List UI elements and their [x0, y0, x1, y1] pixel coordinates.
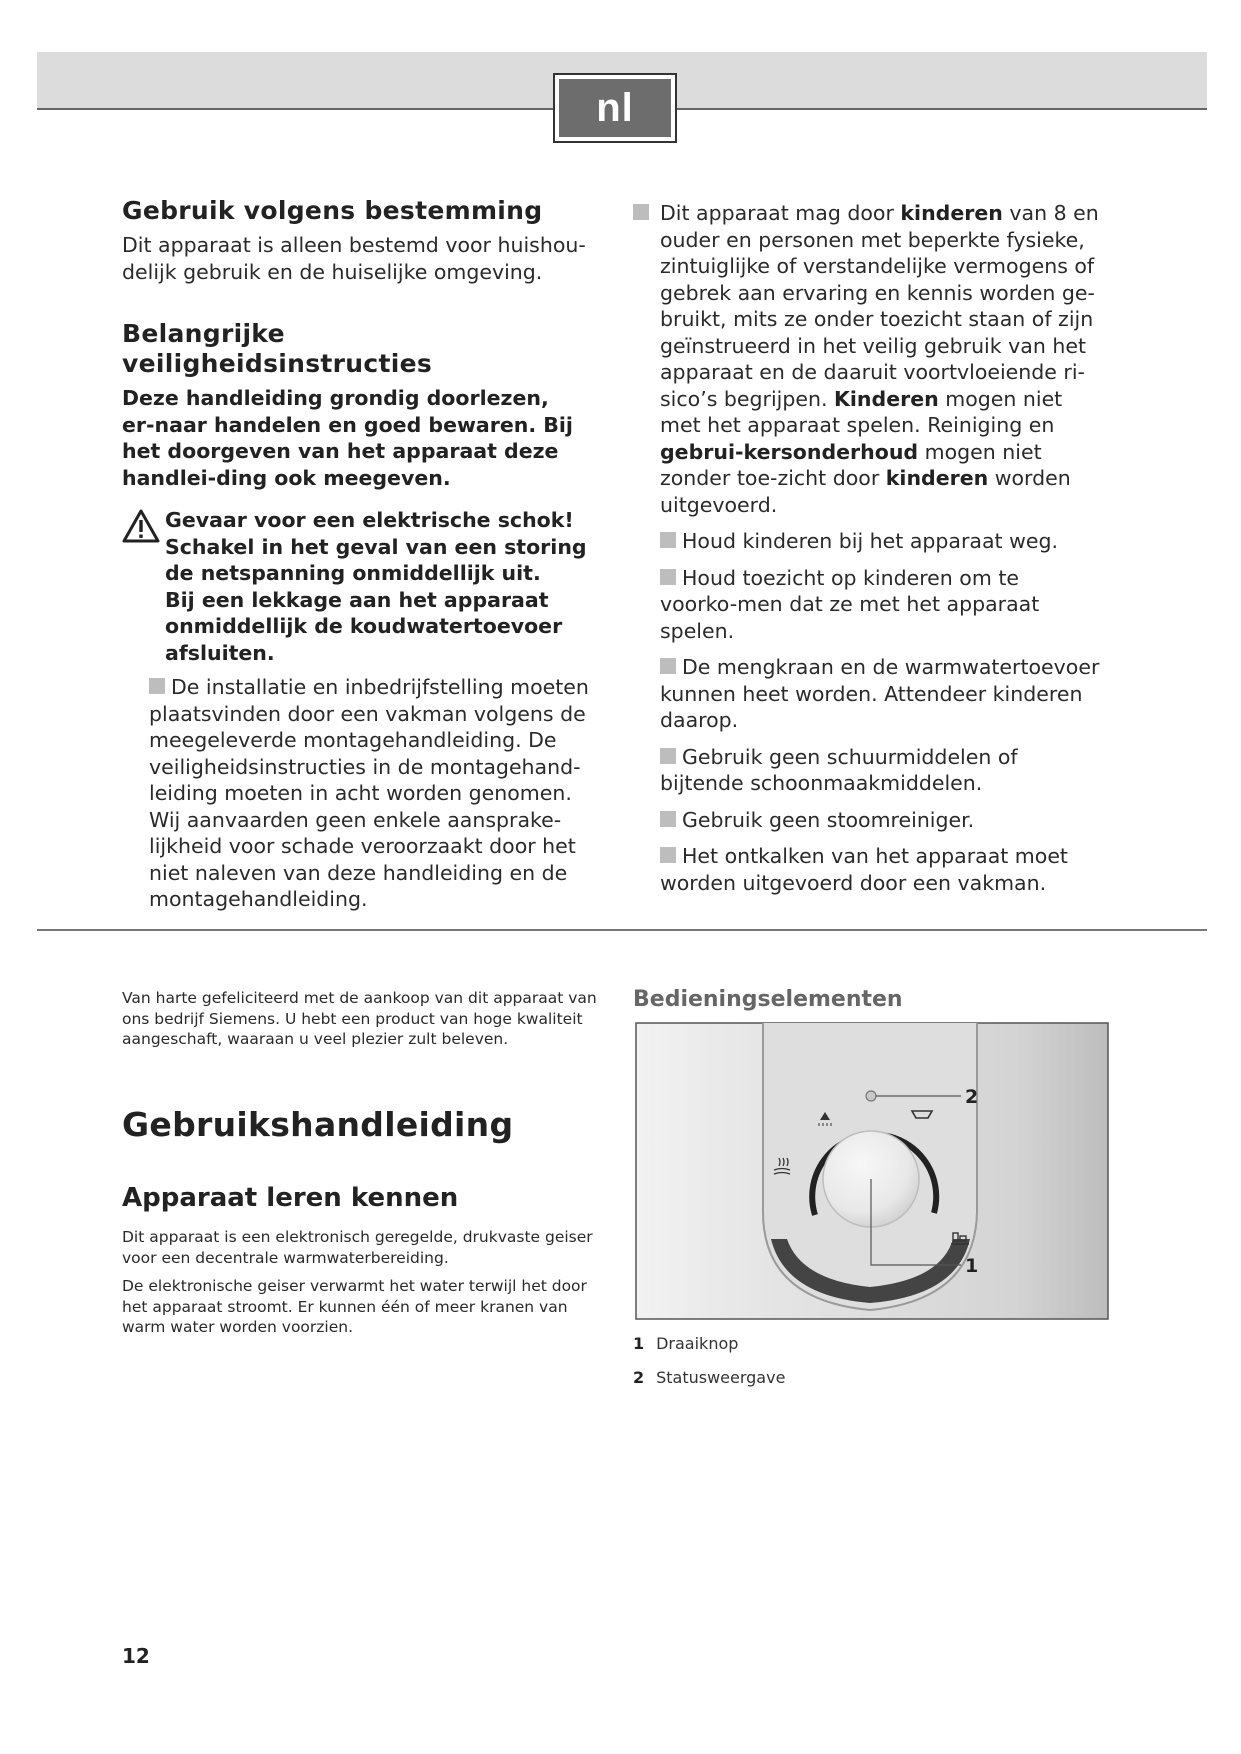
section-divider — [37, 929, 1207, 931]
description-paragraph: Dit apparaat is een elektronisch geregelde, drukvaste geiser voor een decentrale warmwaterbereiding. — [122, 1228, 593, 1267]
diagram-legend — [633, 1334, 785, 1402]
installation-text: De installatie en inbedrijfstelling moeten plaatsvinden door een vakman volgens de meegeleverde montagehandleiding. De veiligheidsinstructies in de montagehand-leiding moeten in acht worden genomen. Wij aanvaarden geen enkele aansprake-lijkheid voor schade veroorzaakt door het niet naleven van deze handleiding en de montagehandleiding. — [149, 675, 589, 911]
safety-heading: Belangrijke veiligheidsinstructies — [122, 319, 433, 378]
congratulation-text: Van harte gefeliciteerd met de aankoop van dit apparaat van ons bedrijf Siemens. U hebt een product van hoge kwaliteit aangeschaft, waaraan u veel plezier zult beleven. — [122, 989, 597, 1048]
callout-1: 1 — [965, 1255, 979, 1277]
installation-bullet — [122, 674, 589, 913]
language-badge: nl — [559, 79, 671, 137]
bullet-square-icon — [660, 748, 676, 764]
legend-item: 2 Statusweergave — [633, 1368, 786, 1387]
status-indicator — [866, 1091, 876, 1101]
legend-item: 1 Draaiknop — [633, 1334, 739, 1353]
page-number: 12 — [122, 1644, 150, 1668]
controls-heading: Bedieningselementen — [633, 987, 903, 1012]
children-bullet: De mengkraan en de warmwatertoevoer kunnen heet worden. Attendeer kinderen daarop. — [660, 655, 1100, 732]
control-panel-diagram — [635, 1022, 1109, 1320]
electric-shock-warning — [122, 507, 602, 666]
children-bullet: Houd kinderen bij het apparaat weg. — [633, 528, 1100, 555]
appliance-description — [122, 1227, 602, 1346]
children-bullet: Dit apparaat mag door kinderen van 8 en ouder en personen met beperkte fysieke, zintuiglijke of verstandelijke vermogens of gebrek aan ervaring en kennis worden ge-bruikt, mits ze onder toezicht staan of zijn geïnstrueerd in het veilig gebruik van het apparaat en de daaruit voortvloeiende ri-sico’s begrijpen. Kinderen mogen niet met het apparaat spelen. Reiniging en gebrui-kersonderhoud mogen niet zonder toe-zicht door kinderen worden uitgevoerd. — [633, 200, 1100, 518]
manual-title: Gebruikshandleiding — [122, 1105, 514, 1144]
safety-intro: Deze handleiding grondig doorlezen, er-naar handelen en goed bewaren. Bij het doorgeven van het apparaat deze handlei-ding ook meegeven. — [122, 386, 573, 490]
children-bullet: Gebruik geen schuurmiddelen of bijtende schoonmaakmiddelen. — [660, 744, 1018, 795]
bullet-square-icon — [660, 658, 676, 674]
children-bullet: Gebruik geen stoomreiniger. — [633, 807, 1100, 834]
warning-line: Bij een lekkage aan het apparaat onmiddellijk de koudwatertoevoer afsluiten. — [165, 587, 563, 665]
children-bullet: Het ontkalken van het apparaat moet worden uitgevoerd door een vakman. — [660, 844, 1068, 895]
children-bullet: Houd toezicht op kinderen om te voorko-men dat ze met het apparaat spelen. — [660, 565, 1040, 643]
bullet-square-icon — [660, 847, 676, 863]
warning-triangle-icon — [122, 509, 160, 543]
bullet-square-icon — [660, 569, 676, 585]
right-column — [633, 200, 1113, 896]
bullet-square-icon — [660, 532, 676, 548]
bullet-square-icon — [633, 204, 649, 220]
bullet-square-icon — [660, 811, 676, 827]
callout-2: 2 — [965, 1086, 979, 1108]
intended-use-text: Dit apparaat is alleen bestemd voor huishou-delijk gebruik en de huiselijke omgeving. — [122, 233, 586, 284]
warning-line: Gevaar voor een elektrische schok! — [165, 508, 574, 532]
get-to-know-heading: Apparaat leren kennen — [122, 1183, 459, 1213]
warning-line: Schakel in het geval van een storing de netspanning onmiddellijk uit. — [165, 534, 587, 585]
description-paragraph: De elektronische geiser verwarmt het water terwijl het door het apparaat stroomt. Er kunnen één of meer kranen van warm water worden voorzien. — [122, 1277, 587, 1336]
intended-use-heading: Gebruik volgens bestemming — [122, 196, 543, 225]
bullet-square-icon — [149, 678, 165, 694]
left-column — [122, 196, 602, 913]
